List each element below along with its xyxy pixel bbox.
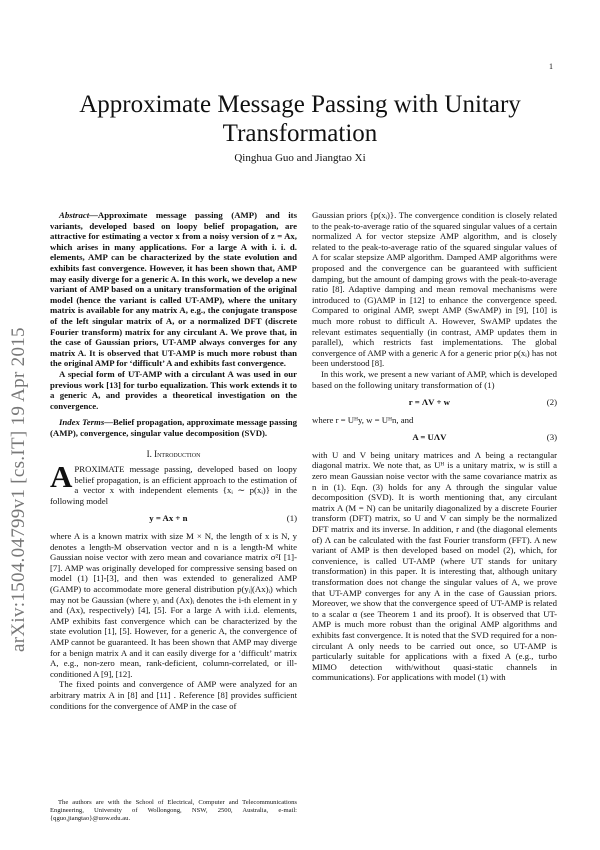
drop-cap: A bbox=[50, 459, 73, 495]
index-terms-text: —Belief propagation, approximate message passing (AMP), convergence, singular value decomposition (SVD). bbox=[50, 417, 297, 438]
intro-paragraph-4: Gaussian priors {p(xᵢ)}. The convergence condition is closely related to the peak-to-average ratio of the squared singular values of a certain normalized A for vector stepsize AMP algorithm, and is closely related to the peak-to-average ratio of the squared singular values of A for scalar stepsize AMP algorithm. Damped AMP algorithms were proposed and the convergence can be guaranteed with sufficient damping, but the amount of damping grows with the peak-to-average ratio [8]. Adaptive damping and mean removal mechanisms were introduced to (G)AMP in [12] to enhance the convergence speed. Compared to original AMP, swept AMP (SwAMP) in [9], [10] is much more robust to difficult A. However, SwAMP updates the relevant estimates sequentially (in contrast, AMP updates them in parallel), which restricts fast implementations. The global convergence of AMP with a generic A for a generic prior p(xᵢ) has not been understood [8]. bbox=[312, 210, 557, 369]
equation-1-formula: y = Ax + n bbox=[149, 513, 188, 524]
equation-1 bbox=[50, 513, 297, 524]
left-column bbox=[50, 210, 297, 711]
abstract-text: —Approximate message passing (AMP) and its variants, developed based on loopy belief propagation, are attractive for estimating a vector x from a noisy version of z = Ax, which arises in many applications. For a large A with i. i. d. elements, AMP can be characterized by the state evolution and exhibits fast convergence. However, it has been shown that, AMP may easily diverge for a generic A. In this work, we develop a new variant of AMP based on a unitary transformation of the original model (hence the variant is called UT-AMP), where the unitary matrix is available for any matrix A, e.g., the conjugate transpose of the left singular matrix of A, or a normalized DFT (discrete Fourier transform) matrix for any circulant A. We prove that, in the case of Gaussian priors, UT-AMP always converges for any matrix A. It is observed that UT-AMP is much more robust than the original AMP for ‘difficult’ A and exhibits fast convergence. bbox=[50, 210, 297, 369]
abstract bbox=[50, 210, 297, 369]
authors: Qinghua Guo and Jiangtao Xi bbox=[234, 152, 366, 164]
equation-3-number: (3) bbox=[546, 432, 557, 443]
intro-paragraph-1 bbox=[50, 459, 297, 506]
index-terms bbox=[50, 417, 297, 438]
page-number: 1 bbox=[549, 62, 553, 71]
footnote bbox=[50, 799, 297, 823]
intro-paragraph-7: with U and V being unitary matrices and Λ being a rectangular diagonal matrix. We note that, as Uᴴ is a unitary matrix, w is still a zero mean Gaussian noise vector with the same covariance matrix as n in (1). Eqn. (3) holds for any A through the singular value decomposition (SVD). It is worth mentioning that, any circulant matrix A (M = N) can be unitarily diagonalized by a discrete Fourier transform (DFT) matrix, so U and V can simply be the normalized DFT matrix and its inverse. In addition, r and (the diagonal elements of) Λ can be calculated with the fast Fourier transform (FFT). A new variant of AMP is then developed based on model (2), which, for convenience, is called UT-AMP (where UT stands for unitary transformation) in this paper. It is interesting that, although unitary transformation does not change the singular values of A, we prove that UT-AMP converges for any A in the case of Gaussian priors. Moreover, we show that the convergence speed of UT-AMP is related to a scalar α (see Theorem 1 and its proof). It is observed that UT-AMP is much more robust than the original AMP algorithms and exhibits fast convergence. It is noted that the SVD required for a non-circulant A only needs to be carried out once, so UT-AMP is particularly suitable for applications with a fixed A (e.g., turbo MIMO detection with/without quasi-static channels in communications). For applications with model (1) with bbox=[312, 449, 557, 683]
section-heading: I. Introduction bbox=[146, 449, 201, 460]
abstract-paragraph-2: A special form of UT-AMP with a circulant A was used in our previous work [13] for turbo equalization. This work extends it to a generic A, and provides a theoretical investigation on the convergence. bbox=[50, 368, 297, 411]
index-terms-label: Index Terms bbox=[59, 417, 105, 428]
equation-1-number: (1) bbox=[286, 513, 297, 524]
arxiv-stamp: arXiv:1504.04799v1 [cs.IT] 19 Apr 2015 bbox=[8, 327, 29, 652]
intro-paragraph-6: where r = Uᴴy, w = Uᴴn, and bbox=[312, 414, 414, 425]
intro-paragraph-2: where A is a known matrix with size M × N, the length of x is N, y denotes a length-M observation vector and n is a length-M white Gaussian noise vector with zero mean and covariance matrix σ²I [1]-[7]. AMP was originally developed for compressive sensing based on model (1) [1]-[3], and then was extended to generalized AMP (GAMP) to accommodate more general distribution p(yᵢ|(Ax)ᵢ) which may not be Gaussian (where yᵢ and (Ax)ᵢ denotes the i-th element in y and (Ax), respectively) [4], [5]. For a large A with i.i.d. elements, AMP exhibits fast convergence which can be characterized by the state evolution [1], [5]. However, for a generic A, the convergence of AMP cannot be guaranteed. It has been shown that AMP may diverge for a benign matrix A and it can easily diverge for a ‘difficult’ matrix A, e.g., non-zero mean, rank-deficient, column-correlated, or ill-conditioned A [9], [12]. bbox=[50, 531, 297, 679]
abstract-label: Abstract bbox=[59, 210, 90, 220]
equation-3-formula: A = UΛV bbox=[412, 432, 447, 443]
right-column bbox=[312, 210, 557, 683]
equation-3 bbox=[312, 432, 557, 443]
equation-2 bbox=[312, 397, 557, 408]
intro-paragraph-5: In this work, we present a new variant of AMP, which is developed based on the following unitary transformation of (1) bbox=[312, 368, 557, 390]
equation-2-formula: r = ΛV + w bbox=[408, 397, 450, 408]
intro-paragraph-3: The fixed points and convergence of AMP were analyzed for an arbitrary matrix A in [8] and [11] . Reference [8] provides sufficient conditions for the convergence of AMP in the case of bbox=[50, 679, 297, 711]
footnote-text: The authors are with the School of Electrical, Computer and Telecommunications Engineering, University of Wollongong, NSW, 2500, Australia, e-mail: {qguo,jiangtao}@uow.edu.au. bbox=[50, 799, 297, 822]
intro-p1-text: PROXIMATE message passing, developed based on loopy belief propagation, is an efficient approach to the estimation of a vector x with independent elements {xᵢ ∼ p(xᵢ)} in the following model bbox=[50, 464, 297, 506]
equation-2-number: (2) bbox=[546, 397, 557, 408]
paper-title: Approximate Message Passing with Unitary Transformation bbox=[79, 91, 521, 147]
